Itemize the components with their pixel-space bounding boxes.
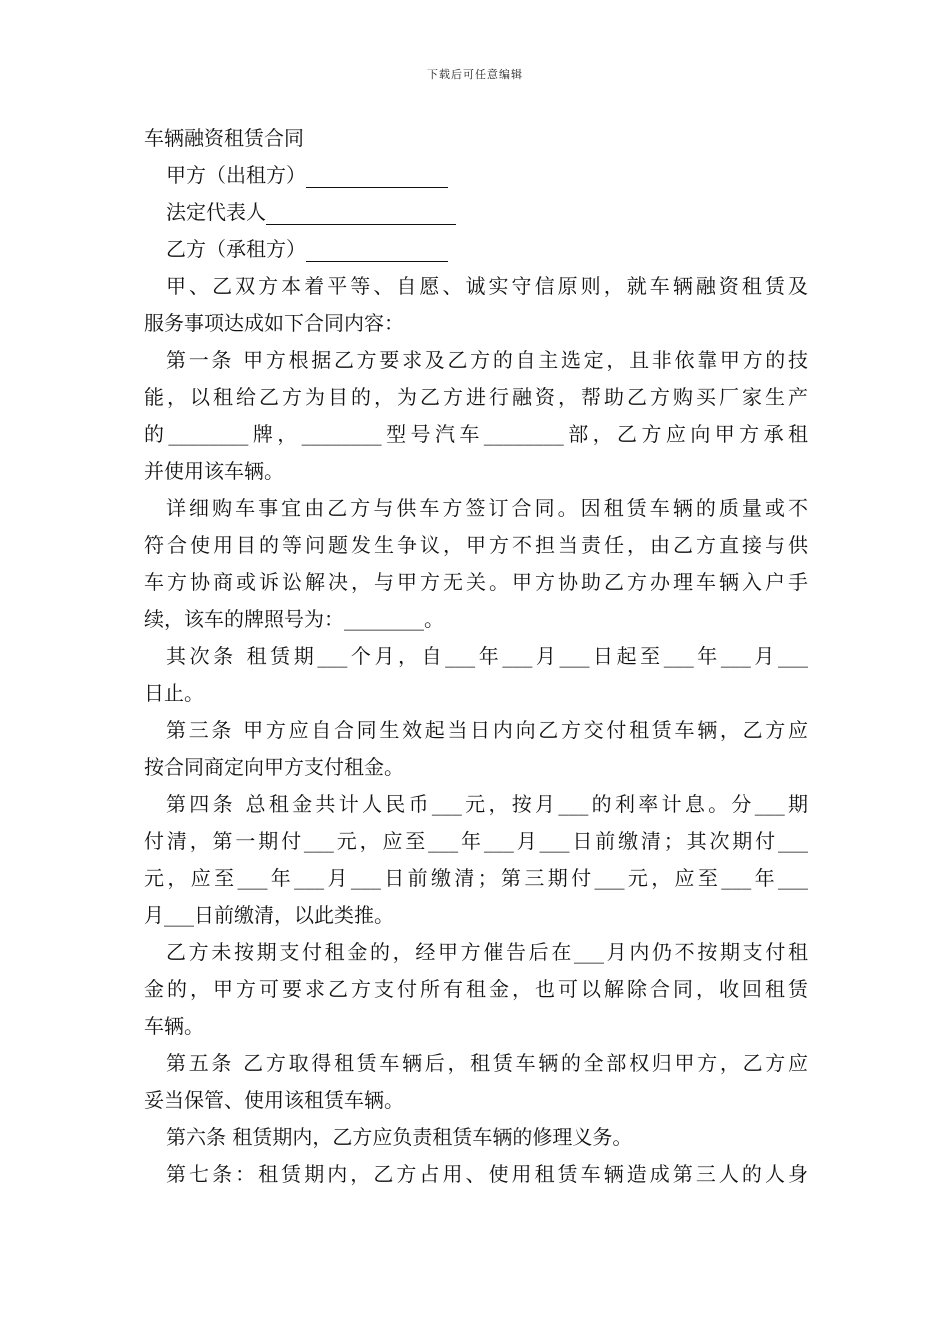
paragraph-line: 车辆。 — [144, 1014, 204, 1038]
legal-rep-label: 法定代表人 — [166, 200, 266, 224]
paragraph-line: 能，以租给乙方为目的，为乙方进行融资，帮助乙方购买厂家生产 — [144, 385, 808, 409]
party-a-label: 甲方（出租方） — [166, 163, 306, 187]
paragraph-line: 其次条 租赁期___个月，自___年___月___日起至___年___月___ — [166, 644, 808, 668]
paragraph-line: 并使用该车辆。 — [144, 459, 284, 483]
paragraph-line: 服务事项达成如下合同内容： — [144, 311, 404, 335]
contract-title: 车辆融资租赁合同 — [144, 126, 304, 150]
paragraph-line: 第五条 乙方取得租赁车辆后，租赁车辆的全部权归甲方，乙方应 — [166, 1051, 808, 1075]
party-b-blank — [306, 235, 448, 262]
paragraph-line: 按合同商定向甲方支付租金。 — [144, 755, 404, 779]
legal-rep-line — [144, 194, 808, 231]
paragraph-line: 第四条 总租金共计人民币___元，按月___的利率计息。分___期 — [166, 792, 808, 816]
paragraph-line: 第七条：租赁期内，乙方占用、使用租赁车辆造成第三人的人身 — [166, 1162, 808, 1186]
header-note: 下载后可任意编辑 — [427, 68, 523, 81]
paragraph-line: 日止。 — [144, 681, 204, 705]
paragraph-line: 第一条 甲方根据乙方要求及乙方的自主选定，且非依靠甲方的技 — [166, 348, 808, 372]
paragraph-line: 甲、乙双方本着平等、自愿、诚实守信原则，就车辆融资租赁及 — [166, 274, 808, 298]
paragraph-line: 乙方未按期支付租金的，经甲方催告后在___月内仍不按期支付租 — [166, 940, 808, 964]
paragraph-line: 月___日前缴清，以此类推。 — [144, 903, 394, 927]
paragraph-line: 金的，甲方可要求乙方支付所有租金，也可以解除合同，收回租赁 — [144, 977, 808, 1001]
paragraph-line: 妥当保管、使用该租赁车辆。 — [144, 1088, 404, 1112]
party-b-line — [144, 231, 808, 268]
legal-rep-blank — [266, 198, 456, 225]
paragraph-line: 详细购车事宜由乙方与供车方签订合同。因租赁车辆的质量或不 — [166, 496, 808, 520]
paragraph-line: 的________牌，________型号汽车________部，乙方应向甲方承租 — [144, 422, 808, 446]
paragraph-line: 付清，第一期付___元，应至___年___月___日前缴清；其次期付___ — [144, 829, 808, 853]
body-lines — [144, 268, 808, 1193]
party-a-line — [144, 157, 808, 194]
paragraph-line: 续，该车的牌照号为：________。 — [144, 607, 444, 631]
party-b-label: 乙方（承租方） — [166, 237, 306, 261]
paragraph-line: 第三条 甲方应自合同生效起当日内向乙方交付租赁车辆，乙方应 — [166, 718, 808, 742]
party-a-blank — [306, 161, 448, 188]
contract-body — [144, 120, 808, 1193]
paragraph-line: 符合使用目的等问题发生争议，甲方不担当责任，由乙方直接与供 — [144, 533, 808, 557]
paragraph-line: 元，应至___年___月___日前缴清；第三期付___元，应至___年___ — [144, 866, 808, 890]
paragraph-line: 第六条 租赁期内，乙方应负责租赁车辆的修理义务。 — [166, 1125, 633, 1149]
paragraph-line: 车方协商或诉讼解决，与甲方无关。甲方协助乙方办理车辆入户手 — [144, 570, 808, 594]
